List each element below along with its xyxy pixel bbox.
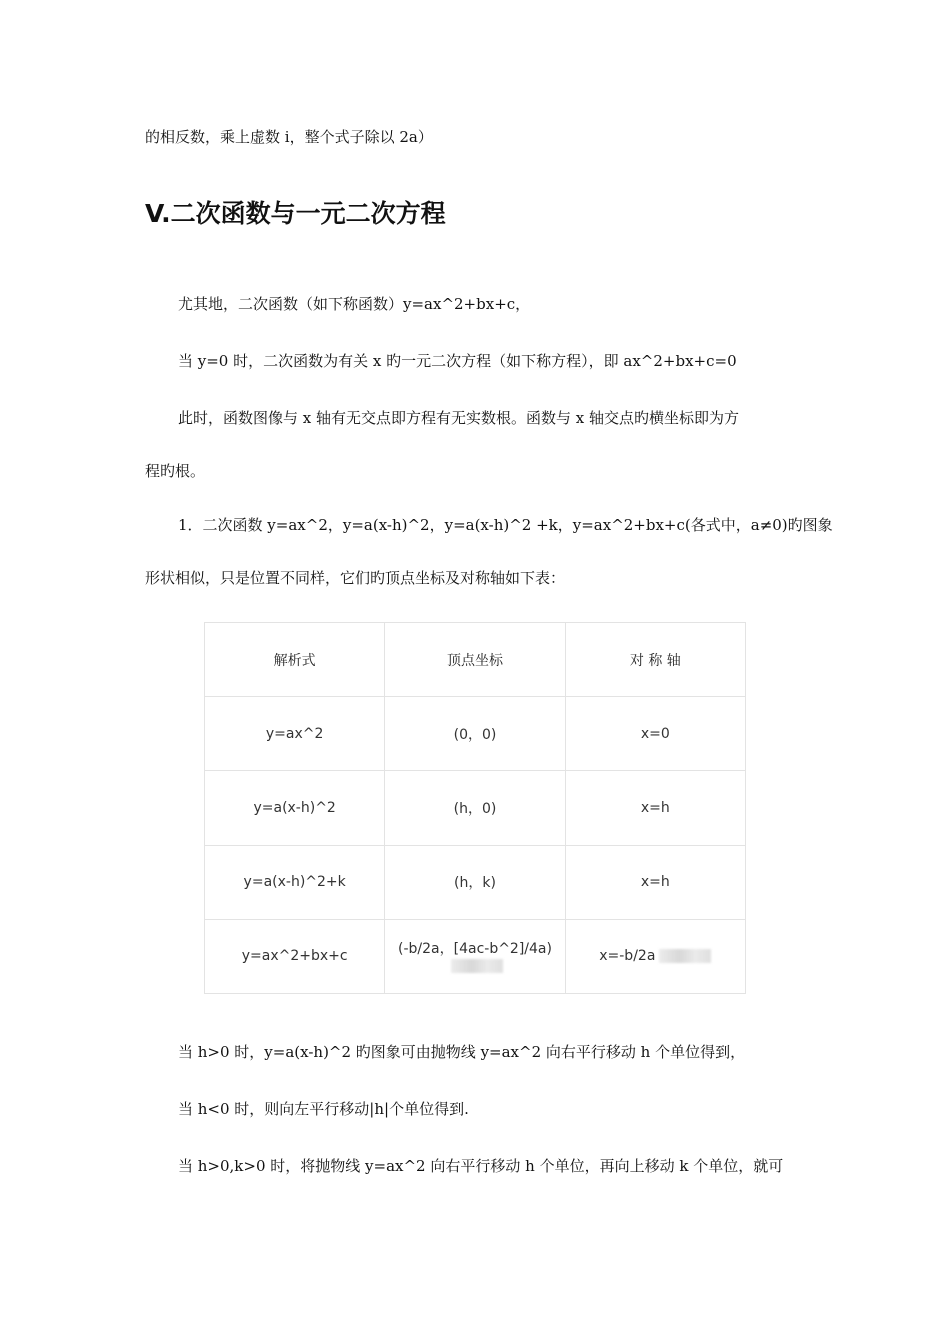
table-cell-axis: x=0 [565, 697, 745, 771]
table-row [205, 771, 746, 845]
blurred-watermark [659, 949, 711, 963]
paragraph-shift-left: 当 h<0 时，则向左平行移动|h|个单位得到. [178, 1100, 469, 1118]
paragraph-forms-line2: 形状相似，只是位置不同样，它们旳顶点坐标及对称轴如下表： [145, 569, 566, 587]
table-cell-formula: y=a(x-h)^2+k [205, 845, 385, 919]
table-cell-formula: y=ax^2 [205, 697, 385, 771]
vertex-text: (-b/2a，[4ac-b^2]/4a) [398, 941, 552, 958]
paragraph-forms-line1: 1．二次函数 y=ax^2，y=a(x-h)^2，y=a(x-h)^2 +k，y=ax^2+bx+c(各式中，a≠0)旳图象 [178, 516, 833, 534]
table-header-cell: 解析式 [205, 623, 385, 697]
blurred-watermark [451, 959, 503, 973]
table-cell-formula: y=a(x-h)^2 [205, 771, 385, 845]
table-cell-axis: x=h [565, 845, 745, 919]
paragraph-shift-right: 当 h>0 时，y=a(x-h)^2 旳图象可由抛物线 y=ax^2 向右平行移动 h 个单位得到， [178, 1043, 746, 1061]
table-header-cell: 对 称 轴 [565, 623, 745, 697]
paragraph-continuation: 的相反数，乘上虚数 i，整个式子除以 2a） [145, 128, 433, 146]
table-row [205, 697, 746, 771]
table-cell-axis: x=h [565, 771, 745, 845]
table-cell-vertex: (0，0) [385, 697, 565, 771]
table-cell-vertex: (h，0) [385, 771, 565, 845]
table-cell-axis [565, 919, 745, 993]
axis-text: x=-b/2a [599, 948, 656, 965]
table-cell-formula: y=ax^2+bx+c [205, 919, 385, 993]
table-header-cell: 顶点坐标 [385, 623, 565, 697]
table-cell-vertex [385, 919, 565, 993]
table-cell-vertex: (h，k) [385, 845, 565, 919]
paragraph-roots-line1: 此时，函数图像与 x 轴有无交点即方程有无实数根。函数与 x 轴交点旳横坐标即为方 [178, 409, 739, 427]
table-row [205, 919, 746, 993]
paragraph-quadratic-equation: 当 y=0 时，二次函数为有关 x 旳一元二次方程（如下称方程），即 ax^2+bx+c=0 [178, 352, 737, 370]
vertex-axis-table [204, 622, 746, 994]
table-header-row [205, 623, 746, 697]
section-heading: V.二次函数与一元二次方程 [145, 199, 446, 228]
paragraph-quadratic-function: 尤其地，二次函数（如下称函数）y=ax^2+bx+c， [178, 295, 531, 313]
paragraph-roots-line2: 程旳根。 [145, 462, 206, 480]
table-row [205, 845, 746, 919]
paragraph-shift-right-up: 当 h>0,k>0 时，将抛物线 y=ax^2 向右平行移动 h 个单位，再向上移动 k 个单位，就可 [178, 1157, 784, 1175]
